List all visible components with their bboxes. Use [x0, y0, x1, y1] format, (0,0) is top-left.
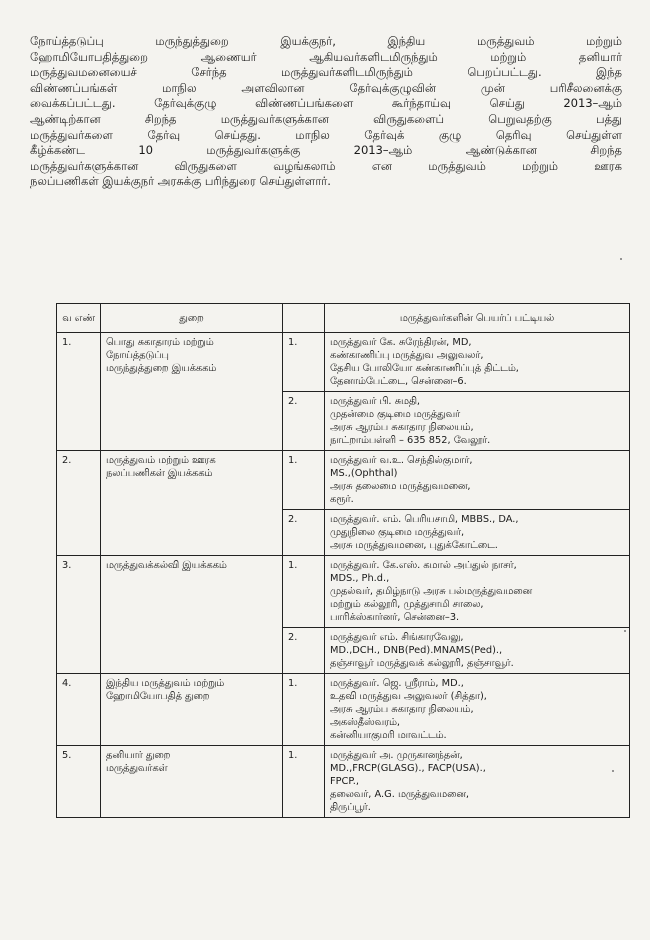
- scan-speck: [620, 258, 622, 260]
- doctor-detail-line: அரசு மருத்துவமனை, புதுக்கோட்டை.: [330, 540, 498, 551]
- doctor-detail-line: MD.,FRCP(GLASG)., FACP(USA).,: [330, 763, 486, 774]
- doctor-sub-number: 1.: [283, 674, 325, 746]
- doctor-detail-line: FPCP.,: [330, 776, 359, 787]
- doctor-detail-line: அரசு ஆரம்ப சுகாதார நிலையம்,: [330, 704, 474, 715]
- table-row: [57, 746, 630, 818]
- doctor-details: [325, 556, 630, 628]
- doctor-detail-line: திருப்பூர்.: [330, 802, 371, 813]
- department-line: இந்திய மருத்துவம் மற்றும்: [106, 678, 225, 689]
- doctor-detail-line: மருத்துவர் எம். சிங்காரவேலு,: [330, 632, 464, 643]
- doctor-detail-line: பாரிக்ஸ்கார்னர், சென்னை–3.: [330, 612, 460, 623]
- doctor-sub-number: 2.: [283, 392, 325, 451]
- table-row: [57, 451, 630, 510]
- department-cell: [101, 746, 283, 818]
- serial-number: 5.: [57, 746, 101, 818]
- paragraph-line: நலப்பணிகள் இயக்குநர் அரசுக்கு பரிந்துரை செய்துள்ளார்.: [30, 174, 331, 189]
- doctor-detail-line: அரசு ஆரம்ப சுகாதார நிலையம்,: [330, 422, 474, 433]
- doctor-detail-line: தலைவர், A.G. மருத்துவமனை,: [330, 789, 469, 800]
- doctor-detail-line: நாட்றாம்பள்ளி – 635 852, வேலூர்.: [330, 435, 491, 446]
- doctor-detail-line: மருத்துவர். கே.எஸ். கமால் அப்துல் நாசர்,: [330, 560, 517, 571]
- department-line: நோய்த்தடுப்பு: [106, 350, 169, 361]
- paragraph-line: ஆண்டிற்கான சிறந்த மருத்துவர்களுக்கான விருதுகளைப் பெறுவதற்கு பத்து: [30, 111, 622, 126]
- body-paragraph: [30, 34, 622, 190]
- doctor-details: [325, 746, 630, 818]
- table-row: [57, 674, 630, 746]
- doctor-detail-line: தேசிய போலியோ கண்காணிப்புத் திட்டம்,: [330, 363, 519, 374]
- table-header-row: [57, 304, 630, 333]
- department-line: பொது சுகாதாரம் மற்றும்: [106, 337, 214, 348]
- doctor-detail-line: மருத்துவர் பி. சுமதி,: [330, 396, 421, 407]
- doctor-detail-line: கரூர்.: [330, 494, 354, 505]
- department-line: மருத்துவக்கல்வி இயக்ககம்: [106, 560, 227, 571]
- doctor-detail-line: முதல்வர், தமிழ்நாடு அரசு பல்மருத்துவமனை: [330, 586, 533, 597]
- doctor-details: [325, 510, 630, 556]
- doctor-detail-line: தஞ்சாவூர் மருத்துவக் கல்லூரி, தஞ்சாவூர்.: [330, 658, 514, 669]
- serial-number: 1.: [57, 333, 101, 451]
- doctor-detail-line: மருத்துவர். எம். பெரியசாமி, MBBS., DA.,: [330, 514, 519, 525]
- doctor-detail-line: முதுநிலை குடிமை மருத்துவர்,: [330, 527, 465, 538]
- doctor-detail-line: உதவி மருத்துவ அலுவலர் (சித்தா),: [330, 691, 487, 702]
- serial-number: 2.: [57, 451, 101, 556]
- department-cell: [101, 674, 283, 746]
- department-line: நலப்பணிகள் இயக்ககம்: [106, 468, 213, 479]
- paragraph-line: நோய்த்தடுப்பு மருந்துத்துறை இயக்குநர், இந்திய மருத்துவம் மற்றும்: [30, 34, 622, 48]
- paragraph-line: மருத்துவர்களை தேர்வு செய்தது. மாநில தேர்வுக் குழு தெரிவு செய்துள்ள: [30, 127, 622, 142]
- doctor-detail-line: அரசு தலைமை மருத்துவமனை,: [330, 481, 471, 492]
- doctor-details: [325, 628, 630, 674]
- doctor-sub-number: 1.: [283, 333, 325, 392]
- department-line: மருத்துவர்கள்: [106, 763, 168, 774]
- doctor-sub-number: 1.: [283, 746, 325, 818]
- doctor-sub-number: 2.: [283, 510, 325, 556]
- table-row: [57, 556, 630, 628]
- doctor-details: [325, 333, 630, 392]
- doctor-details: [325, 451, 630, 510]
- header-department: துறை: [101, 304, 283, 333]
- serial-number: 4.: [57, 674, 101, 746]
- paragraph-line: வைக்கப்பட்டது. தேர்வுக்குழு விண்ணப்பங்களை கூர்ந்தாய்வு செய்து 2013–ஆம்: [30, 96, 622, 111]
- table-row: [57, 333, 630, 392]
- header-serial-number: வ எண்: [57, 304, 101, 333]
- doctor-detail-line: கண்காணிப்பு மருத்துவ அலுவலர்,: [330, 350, 484, 361]
- paragraph-line: ஹோமியோபதித்துறை ஆணையர் ஆகியவர்களிடமிருந்தும் மற்றும் தனியார்: [30, 49, 622, 64]
- paragraph-line: மருத்துவமனையைச் சேர்ந்த மருத்துவர்களிடமிருந்தும் பெறப்பட்டது. இந்த: [30, 65, 622, 80]
- department-line: தனியார் துறை: [106, 750, 171, 761]
- department-line: மருத்துவம் மற்றும் ஊரக: [106, 455, 216, 466]
- doctor-detail-line: MD.,DCH., DNB(Ped).MNAMS(Ped).,: [330, 645, 503, 656]
- doctor-detail-line: மருத்துவர் கே. சுரேந்திரன், MD,: [330, 337, 472, 348]
- paragraph-line: கீழ்க்கண்ட 10 மருத்துவர்களுக்கு 2013–ஆம் ஆண்டுக்கான சிறந்த: [30, 143, 622, 158]
- paragraph-line: மருத்துவர்களுக்கான விருதுகளை வழங்கலாம் என மருத்துவம் மற்றும் ஊரக: [30, 158, 622, 173]
- doctor-detail-line: MS.,(Ophthal): [330, 468, 398, 479]
- header-doctor-list: மருத்துவர்களின் பெயர்ப் பட்டியல்: [325, 304, 630, 333]
- doctor-detail-line: மருத்துவர் வ.உ. செந்தில்குமார்,: [330, 455, 473, 466]
- department-cell: [101, 451, 283, 556]
- department-line: மருந்துத்துறை இயக்ககம்: [106, 363, 217, 374]
- department-cell: [101, 556, 283, 674]
- doctor-sub-number: 2.: [283, 628, 325, 674]
- department-cell: [101, 333, 283, 451]
- department-line: ஹோமியோபதித் துறை: [106, 691, 210, 702]
- doctor-details: [325, 392, 630, 451]
- doctor-detail-line: முதன்மை குடிமை மருத்துவர்: [330, 409, 461, 420]
- doctor-detail-line: மருத்துவர். ஜெ. ஸ்ரீராம், MD.,: [330, 678, 464, 689]
- doctor-detail-line: MDS., Ph.d.,: [330, 573, 390, 584]
- doctor-detail-line: அகஸ்தீஸ்வரம்,: [330, 717, 401, 728]
- doctor-sub-number: 1.: [283, 451, 325, 510]
- doctor-detail-line: கன்னியாகுமரி மாவட்டம்.: [330, 730, 447, 741]
- paragraph-line: விண்ணப்பங்கள் மாநில அளவிலான தேர்வுக்குழுவின் முன் பரிசீலனைக்கு: [30, 80, 622, 95]
- doctor-details: [325, 674, 630, 746]
- doctor-sub-number: 1.: [283, 556, 325, 628]
- doctors-table: [56, 303, 630, 818]
- doctor-detail-line: மற்றும் கல்லூரி, முத்துசாமி சாலை,: [330, 599, 484, 610]
- doctor-detail-line: மருத்துவர் அ. முருகானந்தன்,: [330, 750, 463, 761]
- header-sub-number: [283, 304, 325, 333]
- serial-number: 3.: [57, 556, 101, 674]
- doctor-detail-line: தேனாம்பேட்டை, சென்னை–6.: [330, 376, 467, 387]
